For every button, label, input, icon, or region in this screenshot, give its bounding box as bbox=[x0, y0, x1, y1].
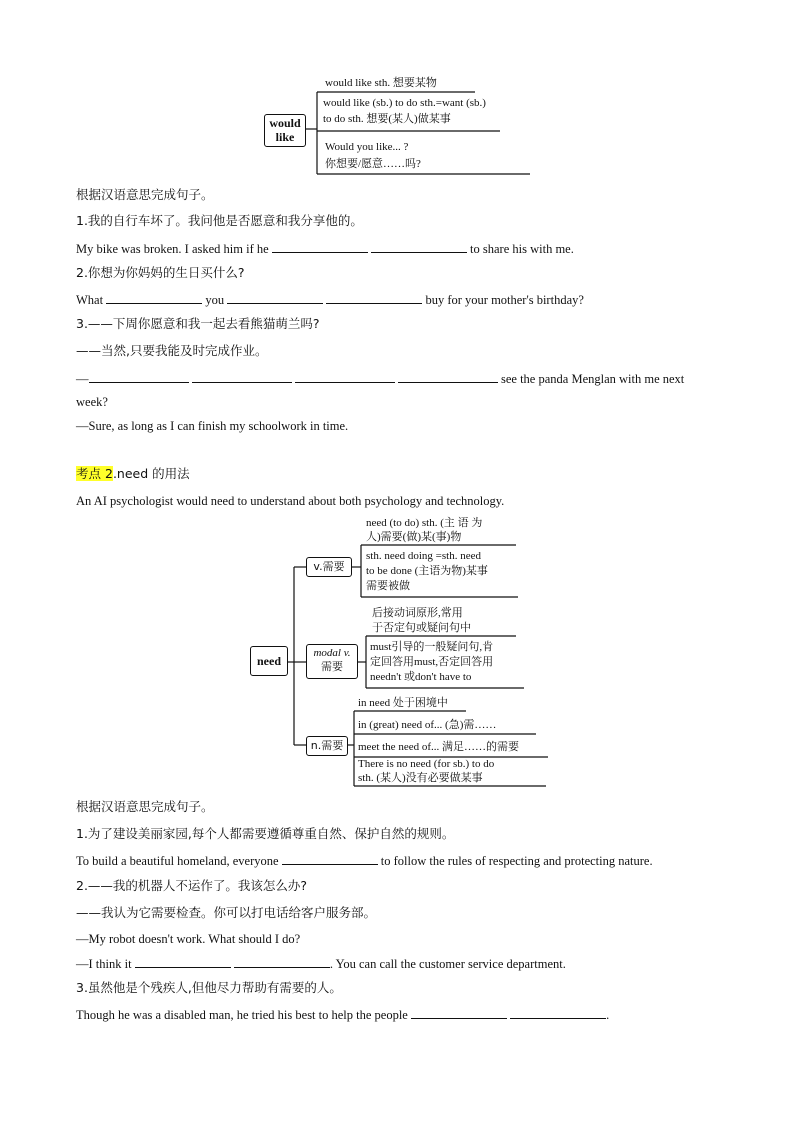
section2-instruction: 根据汉语意思完成句子。 bbox=[76, 799, 214, 814]
section1-q2-chinese: 2.你想为你妈妈的生日买什么? bbox=[76, 265, 245, 280]
need-noun-label: n.需要 bbox=[306, 736, 348, 756]
need-verb-usage-1a: need (to do) sth. (主 语 为 bbox=[366, 517, 483, 529]
point2-label: 考点 2 bbox=[76, 466, 113, 481]
answer-blank[interactable] bbox=[411, 1006, 507, 1019]
would-like-branch-1: would like sth. 想要某物 bbox=[325, 77, 437, 89]
answer-blank[interactable] bbox=[89, 370, 189, 383]
answer-blank[interactable] bbox=[510, 1006, 606, 1019]
need-modal-usage-1b: 于否定句或疑问句中 bbox=[372, 622, 471, 634]
section1-q3-english: — see the panda Menglan with me next bbox=[76, 372, 685, 386]
section2-q2-chinese-b: ——我认为它需要检查。你可以打电话给客户服务部。 bbox=[76, 905, 377, 920]
answer-blank[interactable] bbox=[326, 291, 422, 304]
point2-heading bbox=[76, 466, 190, 482]
answer-blank[interactable] bbox=[282, 852, 378, 865]
need-verb-usage-2b: to be done (主语为物)某事 bbox=[366, 565, 488, 577]
need-noun-usage-1: in need 处于困境中 bbox=[358, 697, 448, 709]
section1-q3-english-cont: week? bbox=[76, 395, 108, 409]
need-modal-usage-2b: 定回答用must,否定回答用 bbox=[370, 656, 494, 668]
section2-q2-english-a: —My robot doesn't work. What should I do? bbox=[76, 932, 301, 946]
section2-q2-english-b: —I think it . You can call the customer service department. bbox=[76, 957, 566, 971]
need-modal-usage-1a: 后接动词原形,常用 bbox=[372, 607, 463, 619]
section1-q3-answer: —Sure, as long as I can finish my schoolwork in time. bbox=[76, 419, 349, 433]
need-modal-usage-2a: must引导的一般疑问句,肯 bbox=[370, 641, 494, 653]
would-like-diagram bbox=[260, 72, 540, 178]
need-verb-usage-2c: 需要被做 bbox=[366, 580, 410, 592]
answer-blank[interactable] bbox=[295, 370, 395, 383]
need-verb-usage-2a: sth. need doing =sth. need bbox=[366, 550, 481, 562]
need-modal-label: modal v. 需要 bbox=[306, 644, 358, 679]
section1-instruction: 根据汉语意思完成句子。 bbox=[76, 187, 214, 202]
point2-example: An AI psychologist would need to understand about both psychology and technology. bbox=[76, 494, 505, 508]
answer-blank[interactable] bbox=[192, 370, 292, 383]
section1-q3-chinese-a: 3.——下周你愿意和我一起去看熊猫萌兰吗? bbox=[76, 316, 320, 331]
answer-blank[interactable] bbox=[135, 955, 231, 968]
answer-blank[interactable] bbox=[106, 291, 202, 304]
would-like-branch-2b: to do sth. 想要(某人)做某事 bbox=[323, 113, 451, 125]
point2-title: .need 的用法 bbox=[112, 466, 190, 481]
need-noun-usage-4b: sth. (某人)没有必要做某事 bbox=[358, 772, 483, 784]
section1-q2-english: What you buy for your mother's birthday? bbox=[76, 293, 584, 307]
answer-blank[interactable] bbox=[371, 240, 467, 253]
answer-blank[interactable] bbox=[234, 955, 330, 968]
would-like-branch-2a: would like (sb.) to do sth.=want (sb.) bbox=[323, 97, 486, 109]
section2-q3-chinese: 3.虽然他是个残疾人,但他尽力帮助有需要的人。 bbox=[76, 980, 342, 995]
section2-q1-chinese: 1.为了建设美丽家园,每个人都需要遵循尊重自然、保护自然的规则。 bbox=[76, 826, 455, 841]
need-root: need bbox=[250, 646, 288, 676]
would-like-branch-3a: Would you like... ? bbox=[325, 141, 409, 153]
section1-q1-english: My bike was broken. I asked him if he to share his with me. bbox=[76, 242, 574, 256]
answer-blank[interactable] bbox=[227, 291, 323, 304]
need-verb-label: v.需要 bbox=[306, 557, 352, 577]
section2-q3-english: Though he was a disabled man, he tried his best to help the people . bbox=[76, 1008, 610, 1022]
need-noun-usage-3: meet the need of... 满足……的需要 bbox=[358, 741, 519, 753]
section2-q1-english: To build a beautiful homeland, everyone to follow the rules of respecting and protecting nature. bbox=[76, 854, 653, 868]
would-like-branch-3b: 你想要/愿意……吗? bbox=[325, 158, 421, 170]
need-noun-usage-4a: There is no need (for sb.) to do bbox=[358, 758, 495, 770]
answer-blank[interactable] bbox=[272, 240, 368, 253]
would-like-root: would like bbox=[264, 114, 306, 147]
answer-blank[interactable] bbox=[398, 370, 498, 383]
section1-q3-chinese-b: ——当然,只要我能及时完成作业。 bbox=[76, 343, 268, 358]
need-modal-usage-2c: needn't 或don't have to bbox=[370, 671, 472, 683]
section2-q2-chinese-a: 2.——我的机器人不运作了。我该怎么办? bbox=[76, 878, 308, 893]
need-noun-usage-2: in (great) need of... (急)需…… bbox=[358, 719, 497, 731]
section1-q1-chinese: 1.我的自行车坏了。我问他是否愿意和我分享他的。 bbox=[76, 213, 363, 228]
need-diagram bbox=[248, 512, 548, 792]
need-verb-usage-1b: 人)需要(做)某(事)物 bbox=[366, 531, 462, 543]
